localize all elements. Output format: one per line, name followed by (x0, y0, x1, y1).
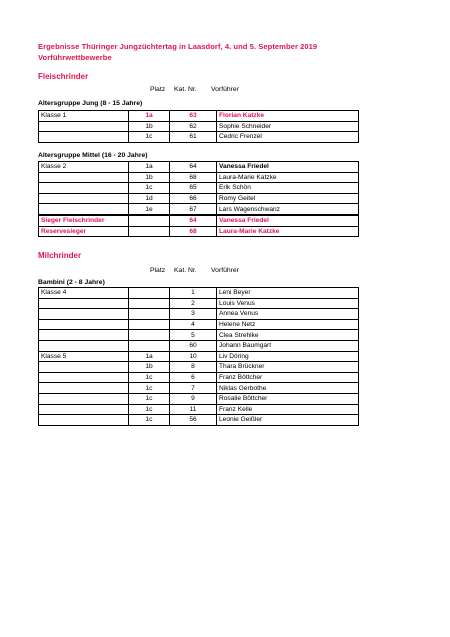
column-header-platz: Platz (150, 86, 166, 93)
klasse-cell (39, 362, 129, 373)
name-cell: Lars Wagenschwanz (217, 204, 359, 215)
katnr-cell: 10 (170, 351, 217, 362)
table-bambini (38, 287, 359, 426)
platz-cell: 1a (129, 162, 170, 173)
platz-cell: 1b (129, 362, 170, 373)
table-row-reservesieger (39, 226, 359, 237)
table-row (39, 404, 359, 415)
katnr-cell: 67 (170, 204, 217, 215)
katnr-cell: 63 (170, 111, 217, 122)
platz-cell: 1c (129, 393, 170, 404)
name-cell: Franz Kelle (217, 404, 359, 415)
platz-cell: 1e (129, 204, 170, 215)
katnr-cell: 11 (170, 404, 217, 415)
table-row (39, 172, 359, 183)
platz-cell (129, 330, 170, 341)
name-cell: Johann Baumgart (217, 340, 359, 351)
table-jung (38, 110, 359, 143)
column-header-platz: Platz (150, 267, 166, 274)
name-cell: Louis Venus (217, 298, 359, 309)
name-cell: Laura-Marie Katzke (217, 226, 359, 237)
section-title-fleischrinder: Fleischrinder (38, 72, 89, 81)
klasse-cell (39, 132, 129, 143)
katnr-cell: 68 (170, 172, 217, 183)
name-cell: Leni Beyer (217, 288, 359, 299)
katnr-cell: 65 (170, 183, 217, 194)
katnr-cell: 68 (170, 226, 217, 237)
katnr-cell: 1 (170, 288, 217, 299)
katnr-cell: 2 (170, 298, 217, 309)
page-subtitle: Vorführwettbewerbe (38, 53, 112, 62)
klasse-cell (39, 183, 129, 194)
klasse-cell (39, 121, 129, 132)
name-cell: Sophie Schneider (217, 121, 359, 132)
klasse-cell: Sieger Fleischrinder (39, 215, 129, 226)
platz-cell: 1b (129, 121, 170, 132)
platz-cell: 1c (129, 404, 170, 415)
name-cell: Leonie Geißler (217, 415, 359, 426)
group-header-bambini: Bambini (2 - 8 Jahre) (38, 279, 105, 286)
table-row (39, 383, 359, 394)
platz-cell (129, 226, 170, 237)
katnr-cell: 4 (170, 319, 217, 330)
name-cell: Franz Böttcher (217, 372, 359, 383)
table-row (39, 330, 359, 341)
klasse-cell (39, 309, 129, 320)
name-cell: Niklas Gerbothe (217, 383, 359, 394)
name-cell: Clea Strehlke (217, 330, 359, 341)
column-header-katnr: Kat. Nr. (174, 86, 197, 93)
katnr-cell: 60 (170, 340, 217, 351)
platz-cell: 1c (129, 383, 170, 394)
table-row (39, 319, 359, 330)
table-row (39, 298, 359, 309)
katnr-cell: 61 (170, 132, 217, 143)
klasse-cell (39, 193, 129, 204)
name-cell: Erik Schön (217, 183, 359, 194)
katnr-cell: 7 (170, 383, 217, 394)
page-title: Ergebnisse Thüringer Jungzüchtertag in Laasdorf, 4. und 5. September 2019 (38, 42, 318, 51)
name-cell: Laura-Marie Katzke (217, 172, 359, 183)
platz-cell: 1c (129, 415, 170, 426)
klasse-cell (39, 330, 129, 341)
platz-cell: 1c (129, 183, 170, 194)
katnr-cell: 66 (170, 193, 217, 204)
name-cell: Vanessa Friedel (217, 215, 359, 226)
platz-cell (129, 215, 170, 226)
katnr-cell: 64 (170, 215, 217, 226)
table-row (39, 121, 359, 132)
name-cell: Annea Venus (217, 309, 359, 320)
table-row (39, 132, 359, 143)
katnr-cell: 5 (170, 330, 217, 341)
platz-cell: 1c (129, 372, 170, 383)
platz-cell (129, 340, 170, 351)
klasse-cell (39, 404, 129, 415)
table-row (39, 193, 359, 204)
klasse-cell (39, 383, 129, 394)
table-row (39, 288, 359, 299)
klasse-cell: Klasse 5 (39, 351, 129, 362)
name-cell: Florian Katzke (217, 111, 359, 122)
platz-cell (129, 298, 170, 309)
katnr-cell: 3 (170, 309, 217, 320)
name-cell: Cedric Frenzel (217, 132, 359, 143)
klasse-cell (39, 340, 129, 351)
platz-cell (129, 288, 170, 299)
klasse-cell: Klasse 4 (39, 288, 129, 299)
table-row (39, 340, 359, 351)
katnr-cell: 8 (170, 362, 217, 373)
table-row-sieger (39, 215, 359, 226)
name-cell: Romy Geitel (217, 193, 359, 204)
klasse-cell (39, 372, 129, 383)
platz-cell: 1b (129, 172, 170, 183)
katnr-cell: 64 (170, 162, 217, 173)
section-title-milchrinder: Milchrinder (38, 251, 82, 260)
klasse-cell (39, 319, 129, 330)
katnr-cell: 9 (170, 393, 217, 404)
platz-cell: 1a (129, 111, 170, 122)
table-row (39, 372, 359, 383)
klasse-cell (39, 298, 129, 309)
column-header-vorfuehrer: Vorführer (211, 86, 239, 93)
name-cell: Helene Netz (217, 319, 359, 330)
table-row (39, 162, 359, 173)
table-row (39, 204, 359, 215)
name-cell: Vanessa Friedel (217, 162, 359, 173)
katnr-cell: 6 (170, 372, 217, 383)
platz-cell: 1a (129, 351, 170, 362)
name-cell: Rosalie Böttcher (217, 393, 359, 404)
name-cell: Liv Döring (217, 351, 359, 362)
name-cell: Thara Brückner (217, 362, 359, 373)
platz-cell (129, 309, 170, 320)
klasse-cell (39, 393, 129, 404)
klasse-cell (39, 172, 129, 183)
group-header-mittel: Altersgruppe Mittel (16 - 20 Jahre) (38, 152, 148, 159)
katnr-cell: 56 (170, 415, 217, 426)
table-row (39, 393, 359, 404)
table-row (39, 111, 359, 122)
klasse-cell: Reservesieger (39, 226, 129, 237)
column-header-katnr: Kat. Nr. (174, 267, 197, 274)
klasse-cell: Klasse 1 (39, 111, 129, 122)
klasse-cell: Klasse 2 (39, 162, 129, 173)
table-row (39, 415, 359, 426)
klasse-cell (39, 204, 129, 215)
table-row (39, 351, 359, 362)
platz-cell: 1d (129, 193, 170, 204)
column-header-vorfuehrer: Vorführer (211, 267, 239, 274)
platz-cell (129, 319, 170, 330)
platz-cell: 1c (129, 132, 170, 143)
klasse-cell (39, 415, 129, 426)
table-row (39, 362, 359, 373)
group-header-jung: Altersgruppe Jung (8 - 15 Jahre) (38, 100, 143, 107)
table-row (39, 183, 359, 194)
table-mittel (38, 161, 359, 237)
katnr-cell: 62 (170, 121, 217, 132)
table-row (39, 309, 359, 320)
